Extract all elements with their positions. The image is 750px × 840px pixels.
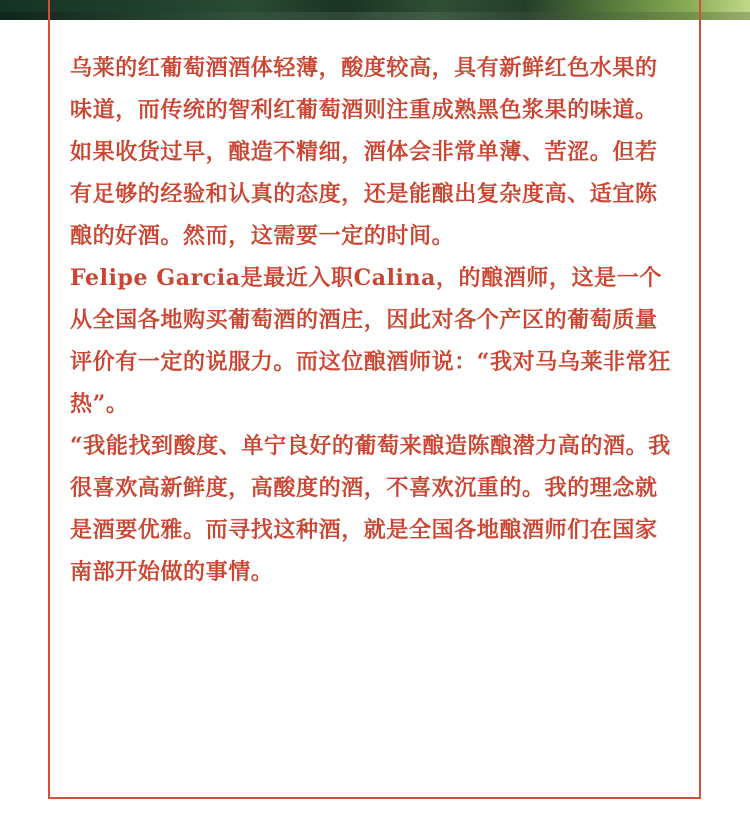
- paragraph-maule-wine-style: 乌莱的红葡萄酒酒体轻薄，酸度较高，具有新鲜红色水果的味道，而传统的智利红葡萄酒则注重成熟黑色浆果的味道。如果收货过早，酿造不精细，酒体会非常单薄、苦涩。但若有足够的经验和认真的态度，还是能酿出复杂度高、适宜陈酿的好酒。然而，这需要一定的时间。: [70, 55, 658, 249]
- paragraph-winemaker-intro: Felipe Garcia是最近入职Calina，的酿酒师，这是一个从全国各地购买葡萄酒的酒庄，因此对各个产区的葡萄质量评价有一定的说服力。而这位酿酒师说：“我对马乌莱非常狂热”。: [70, 265, 671, 417]
- article-body: [70, 47, 680, 593]
- paragraph-winemaker-quote: “我能找到酸度、单宁良好的葡萄来酿造陈酿潜力高的酒。我很喜欢高新鲜度，高酸度的酒，不喜欢沉重的。我的理念就是酒要优雅。而寻找这种酒，就是全国各地酿酒师们在国家南部开始做的事情。: [70, 433, 671, 585]
